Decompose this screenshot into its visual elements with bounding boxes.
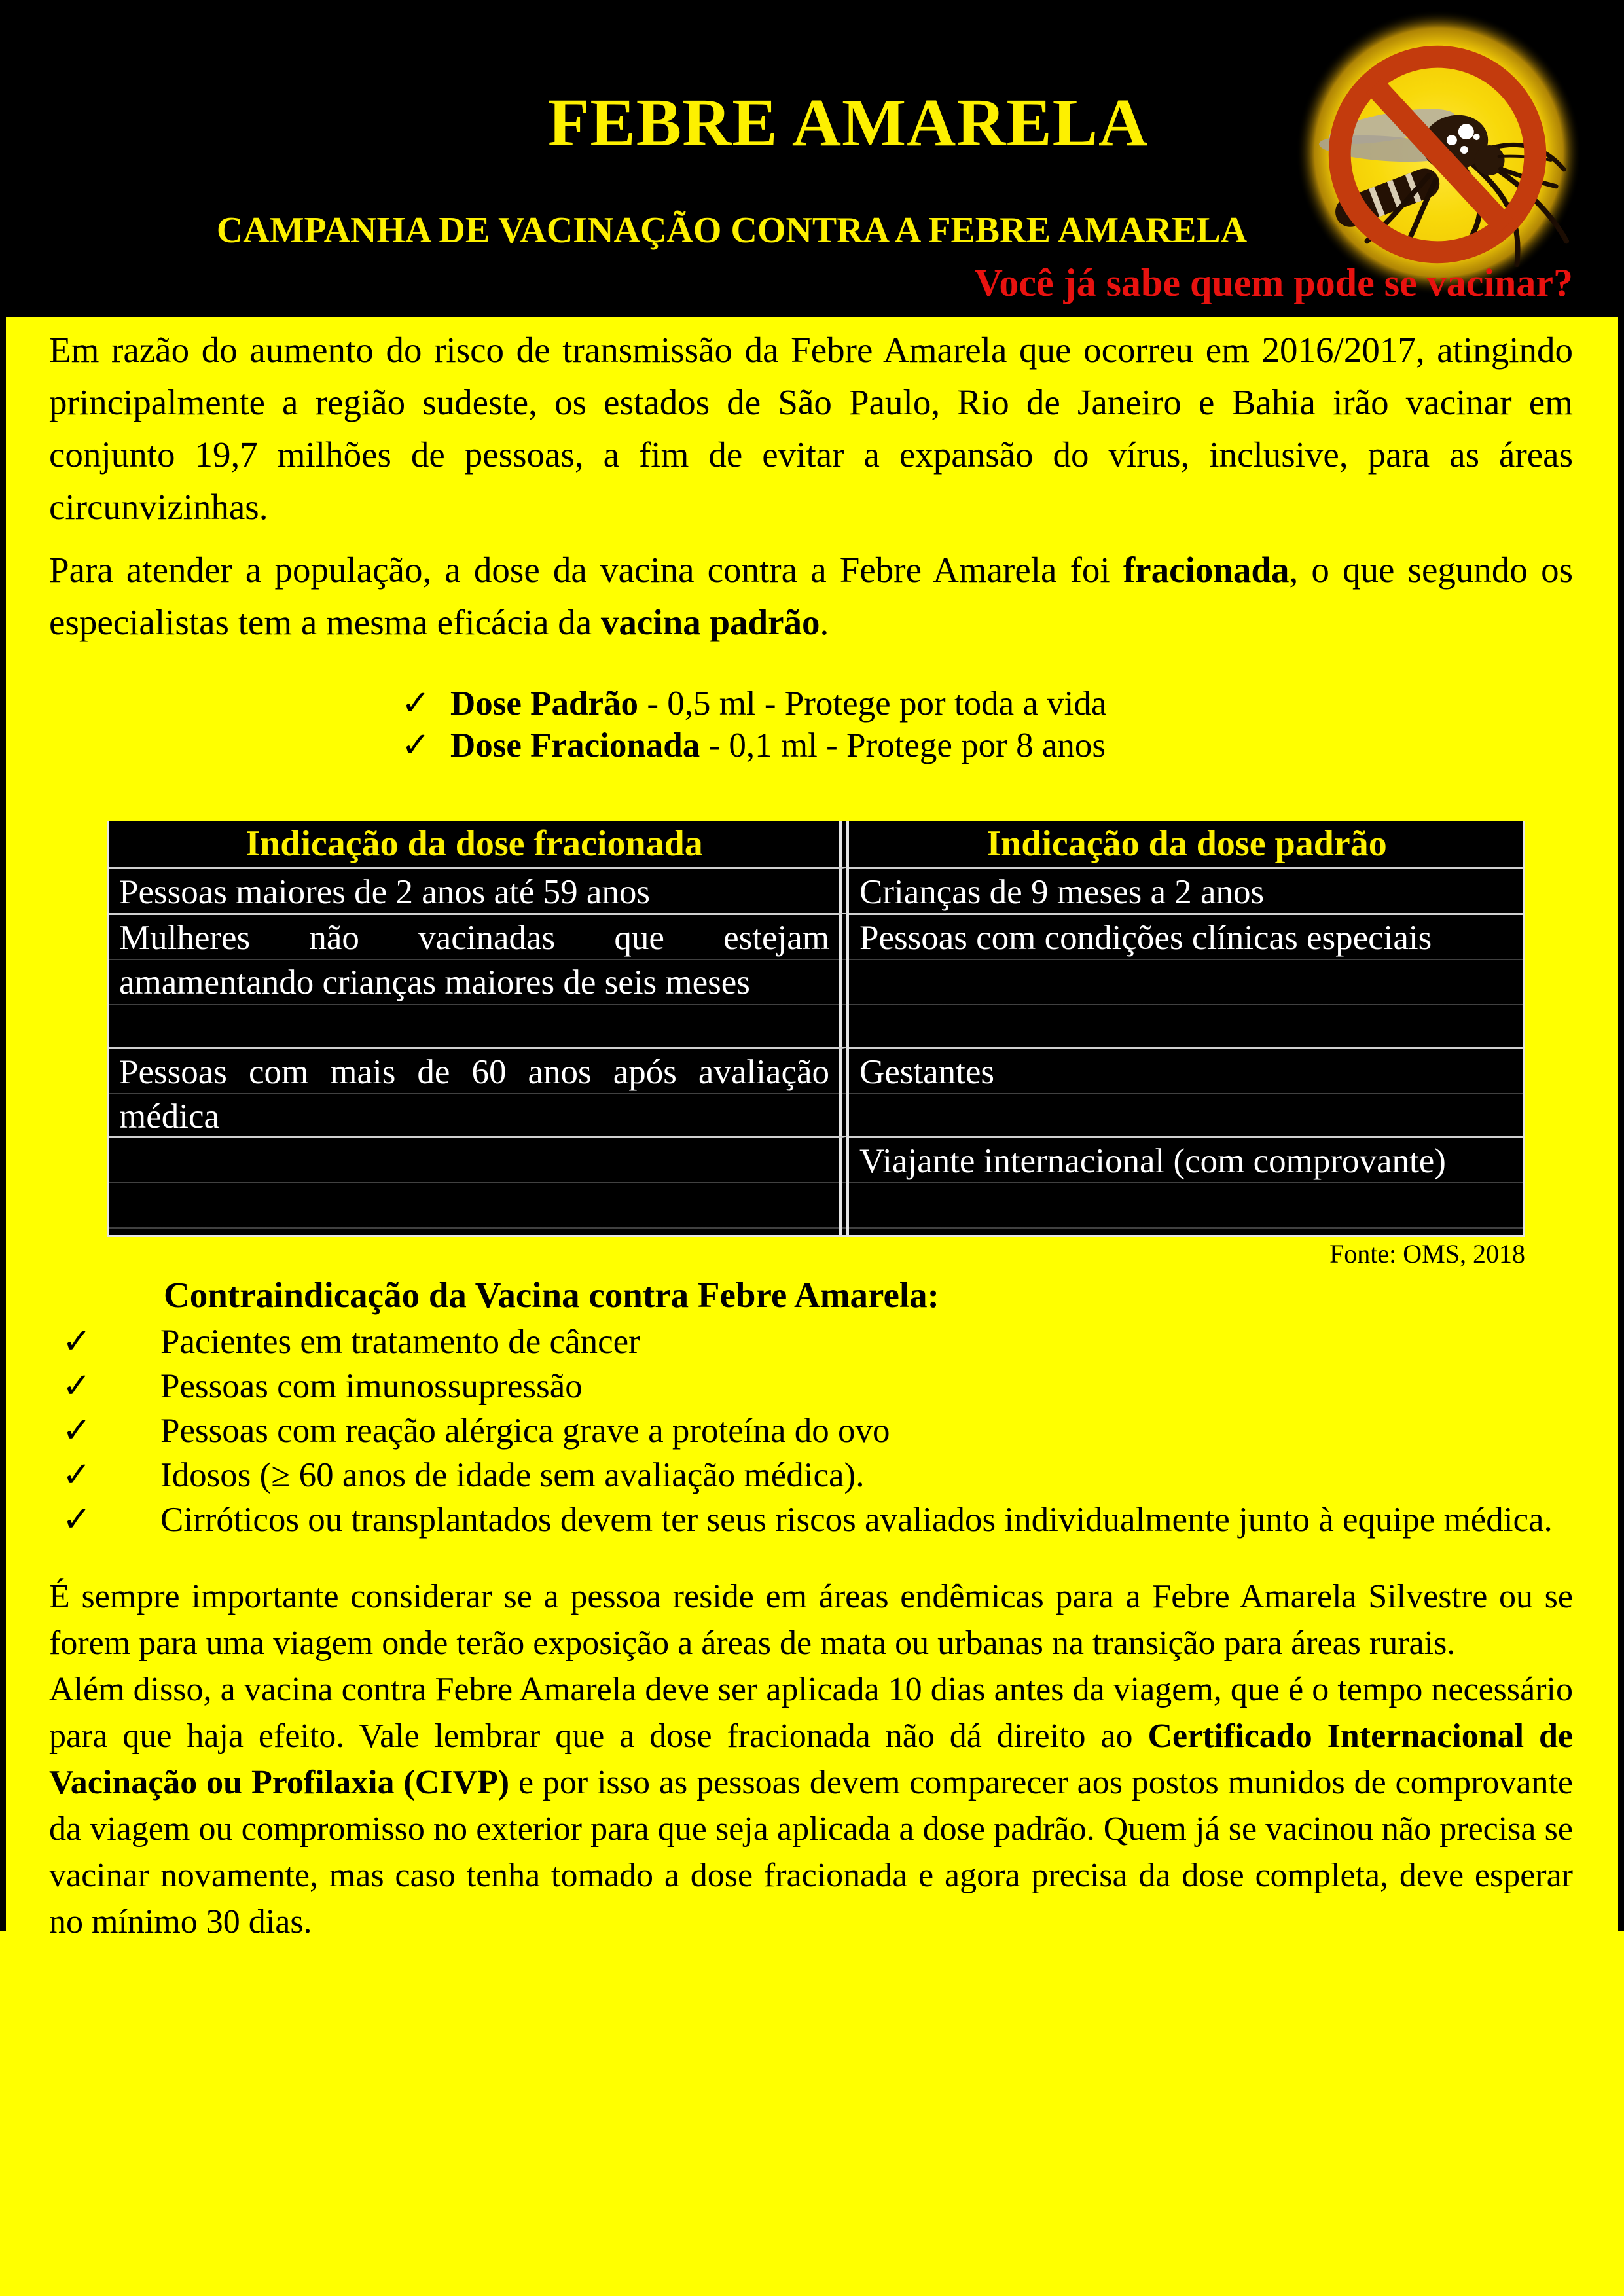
p4-text: e por isso as pessoas devem comparecer aos postos munidos de comprovante da viagem ou compromisso no exterior para que seja aplicada a dose padrão. Quem já se vacinou não precisa se vacinar novamente, mas caso tenha tomado a dose fracionada e agora precisa da dose completa, deve esperar no mínimo 30 dias. <box>49 1764 1573 1941</box>
table-cell: Pessoas com mais de 60 anos após avaliação médica <box>109 1047 849 1136</box>
table-cell: Gestantes <box>849 1047 1523 1136</box>
dose-list <box>401 683 1573 766</box>
dose-item-padrao <box>401 683 1573 725</box>
contra-item <box>49 1408 1573 1453</box>
table-header-padrao: Indicação da dose padrão <box>986 823 1387 864</box>
check-icon: ✓ <box>62 1366 92 1406</box>
p4-text: Além disso, a vacina contra Febre Amarela deve ser aplicada 10 dias antes da viagem, que é o tempo necessário para que haja efeito. Vale lembrar que a dose fracionada não dá direito ao <box>49 1671 1573 1755</box>
contraindication-heading: Contraindicação da Vacina contra Febre Amarela: <box>164 1275 939 1315</box>
p2-text: . <box>820 602 829 642</box>
check-icon: ✓ <box>62 1410 92 1450</box>
body-column <box>0 324 1624 1945</box>
table-cell: Pessoas com condições clínicas especiais <box>849 913 1523 1047</box>
table-cell-empty <box>109 1136 849 1235</box>
page-edge-left <box>0 0 6 1931</box>
dose-label: Dose Fracionada <box>450 726 700 764</box>
outro-paragraph-1: É sempre importante considerar se a pessoa reside em áreas endêmicas para a Febre Amarela Silvestre ou se forem para uma viagem onde terão exposição a áreas de mata ou urbanas na transição para áreas rurais. <box>49 1578 1573 1662</box>
table-header-fracionada: Indicação da dose fracionada <box>109 821 849 867</box>
p4-bold-civp: Certificado Internacional de Vacinação ou Profilaxia (CIVP) <box>49 1717 1574 1801</box>
dose-detail: - 0,5 ml - Protege por toda a vida <box>638 685 1107 723</box>
contra-item-text: Pacientes em tratamento de câncer <box>160 1323 640 1361</box>
indication-table <box>107 821 1525 1237</box>
contra-item <box>49 1498 1573 1542</box>
contra-item <box>49 1453 1573 1498</box>
check-icon: ✓ <box>401 725 431 765</box>
dose-item-fracionada <box>401 725 1573 766</box>
contra-item-text: Cirróticos ou transplantados devem ter seus riscos avaliados individualmente junto à equipe médica. <box>160 1501 1553 1539</box>
header-banner <box>0 0 1624 317</box>
contra-item-text: Pessoas com reação alérgica grave a proteína do ovo <box>160 1412 890 1450</box>
p2-text: , o que segundo os especialistas tem a mesma eficácia da <box>49 550 1573 642</box>
table-cell: Viajante internacional (com comprovante) <box>849 1136 1523 1235</box>
contraindication-list <box>49 1319 1573 1542</box>
contra-item <box>49 1319 1573 1364</box>
page-edge-right <box>1618 0 1624 1931</box>
dose-label: Dose Padrão <box>450 685 639 723</box>
check-icon: ✓ <box>62 1321 92 1361</box>
check-icon: ✓ <box>62 1455 92 1495</box>
p2-bold-fracionada: fracionada <box>1123 550 1290 590</box>
outro-paragraph-2 <box>49 1666 1573 1945</box>
no-mosquito-icon <box>1295 9 1582 296</box>
contra-item-text: Idosos (≥ 60 anos de idade sem avaliação médica). <box>160 1456 865 1494</box>
source-note: Fonte: OMS, 2018 <box>1329 1239 1525 1268</box>
dose-detail: - 0,1 ml - Protege por 8 anos <box>700 726 1106 764</box>
p2-text: Para atender a população, a dose da vacina contra a Febre Amarela foi <box>49 550 1123 590</box>
question-text: Você já sabe quem pode se vacinar? <box>974 261 1573 304</box>
table-cell: Pessoas maiores de 2 anos até 59 anos <box>109 867 849 913</box>
contra-item-text: Pessoas com imunossupressão <box>160 1367 583 1405</box>
check-icon: ✓ <box>401 683 431 723</box>
check-icon: ✓ <box>62 1499 92 1539</box>
p2-bold-vacina-padrao: vacina padrão <box>600 602 820 642</box>
table-cell: Crianças de 9 meses a 2 anos <box>849 867 1523 913</box>
page-title: FEBRE AMARELA <box>547 85 1149 160</box>
campaign-subtitle: CAMPANHA DE VACINAÇÃO CONTRA A FEBRE AMARELA <box>216 210 1248 251</box>
table-cell: Mulheres não vacinadas que estejam amamentando crianças maiores de seis meses <box>109 913 849 1047</box>
intro-paragraph-1: Em razão do aumento do risco de transmissão da Febre Amarela que ocorreu em 2016/2017, atingindo principalmente a região sudeste, os estados de São Paulo, Rio de Janeiro e Bahia irão vacinar em conjunto 19,7 milhões de pessoas, a fim de evitar a expansão do vírus, inclusive, para as áreas circunvizinhas. <box>49 330 1573 527</box>
contra-item <box>49 1364 1573 1408</box>
intro-paragraph-2 <box>49 544 1573 649</box>
